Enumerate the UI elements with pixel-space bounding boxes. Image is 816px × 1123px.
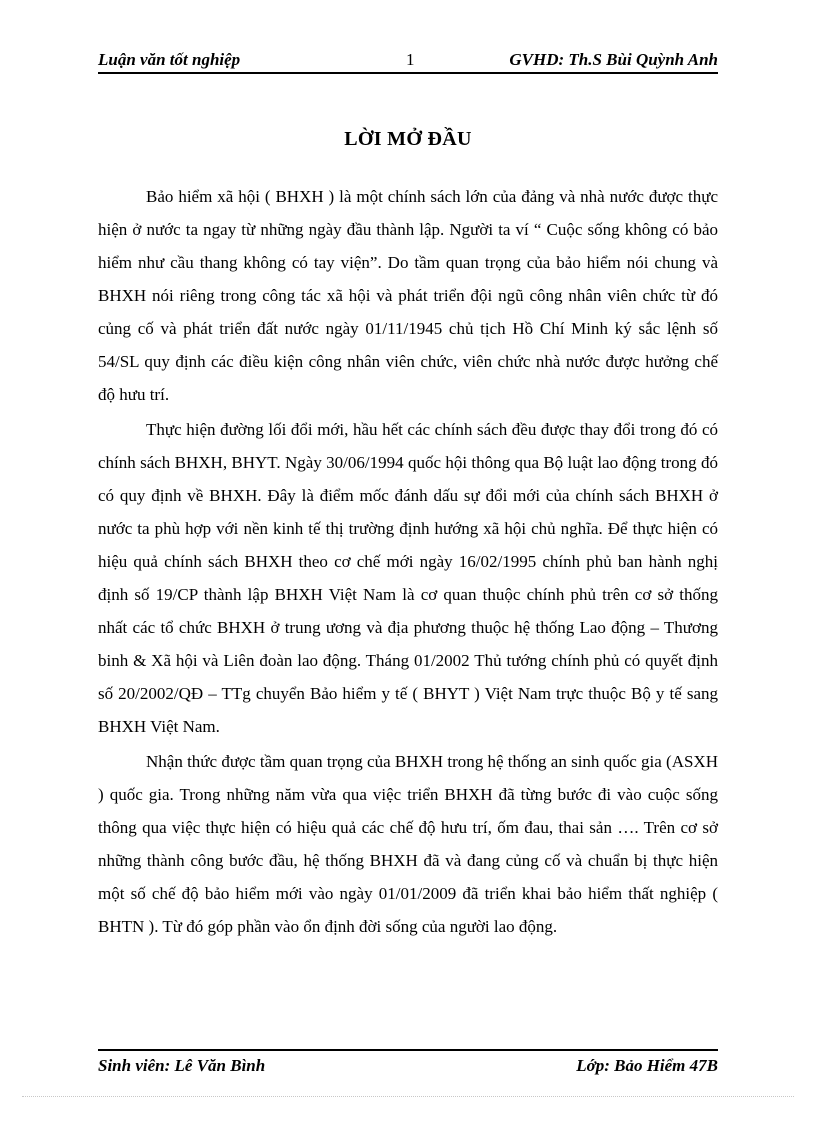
paragraph: Thực hiện đường lối đổi mới, hầu hết các chính sách đều được thay đổi trong đó có chính sách BHXH, BHYT. Ngày 30/06/1994 quốc hội thông qua Bộ luật lao động trong đó có quy định về BHXH. Đây là điểm mốc đánh dấu sự đổi mới của chính sách BHXH ở nước ta phù hợp với nền kinh tế thị trường định hướng xã hội chủ nghĩa. Để thực hiện có hiệu quả chính sách BHXH theo cơ chế mới ngày 16/02/1995 chính phủ ban hành nghị định số 19/CP thành lập BHXH Việt Nam là cơ quan thuộc chính phủ trên cơ sở thống nhất các tổ chức BHXH ở trung ương và địa phương thuộc hệ thống Lao động – Thương binh & Xã hội và Liên đoàn lao động. Tháng 01/2002 Thủ tướng chính phủ có quyết định số 20/2002/QĐ – TTg chuyển Bảo hiểm y tế ( BHYT ) Việt Nam trực thuộc Bộ y tế sang BHXH Việt Nam.: [98, 420, 718, 736]
page-header: [98, 48, 718, 74]
page-footer: [98, 1049, 718, 1077]
footer-student: Sinh viên: Lê Văn Bình: [98, 1056, 266, 1075]
page-title: LỜI MỞ ĐẦU: [344, 128, 472, 150]
header-advisor: GVHD: Th.S Bùi Quỳnh Anh: [509, 50, 718, 69]
paragraph: Bảo hiểm xã hội ( BHXH ) là một chính sách lớn của đảng và nhà nước được thực hiện ở nước ta ngay từ những ngày đầu thành lập. Người ta ví “ Cuộc sống không có bảo hiểm như cầu thang không có tay viện”. Do tầm quan trọng của bảo hiểm nói chung và BHXH nói riêng trong công tác xã hội và phát triển đội ngũ công nhân viên chức từ đó củng cố và phát triển đất nước ngày 01/11/1945 chủ tịch Hồ Chí Minh ký sắc lệnh số 54/SL quy định các điều kiện công nhân viên chức, viên chức nhà nước được hưởng chế độ hưu trí.: [98, 187, 718, 404]
header-thesis-label: Luận văn tốt nghiệp: [98, 50, 241, 69]
paragraph: Nhận thức được tầm quan trọng của BHXH trong hệ thống an sinh quốc gia (ASXH ) quốc gia. Trong những năm vừa qua việc triển BHXH đã từng bước đi vào cuộc sống thông qua việc thực hiện có hiệu quả các chế độ hưu trí, ốm đau, thai sản …. Trên cơ sở những thành công bước đầu, hệ thống BHXH đã và đang củng cố và chuẩn bị thực hiện một số chế độ bảo hiểm mới vào ngày 01/01/2009 đã triển khai bảo hiểm thất nghiệp ( BHTN ). Từ đó góp phần vào ổn định đời sống của người lao động.: [98, 752, 718, 936]
header-page-number: 1: [406, 50, 415, 69]
body-text: [98, 180, 718, 945]
page-boundary-divider: [22, 1096, 794, 1097]
footer-class: Lớp: Bảo Hiểm 47B: [576, 1056, 718, 1075]
